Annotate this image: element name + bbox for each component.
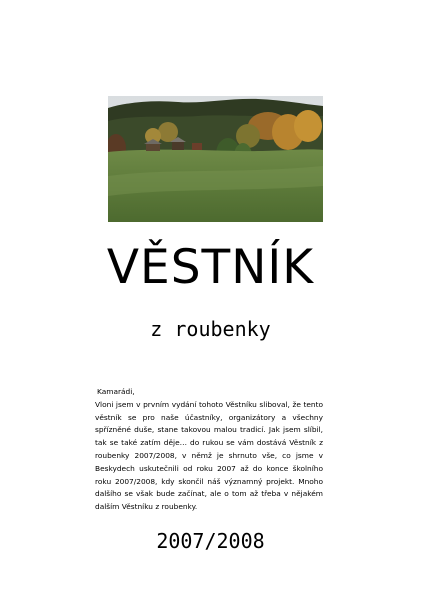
intro-greeting: Kamarádi,: [97, 387, 135, 396]
document-title: VĚSTNÍK: [106, 240, 315, 295]
intro-paragraph: Vloni jsem v prvním vydání tohoto Věstníku sliboval, že tento věstník se pro naše účastníky, organizátory a všechny spřízněné duše, stane takovou malou tradicí. Jak jsem slíbil, tak se také zatím děje… do rukou se vám dostává Věstník z roubenky 2007/2008, v němž je shrnuto vše, co jsme v Beskydech uskutečnili od roku 2007 až do konce školního roku 2007/2008, kdy skončil náš významný projekt. Mnoho dalšího se však bude začínat, ale o tom až třeba v nějakém dalším Věstníku z roubenky.: [95, 399, 323, 512]
document-year: 2007/2008: [156, 529, 265, 553]
document-subtitle: z roubenky: [150, 317, 271, 341]
intro-text: [95, 386, 323, 514]
landscape-photo: [108, 96, 323, 222]
